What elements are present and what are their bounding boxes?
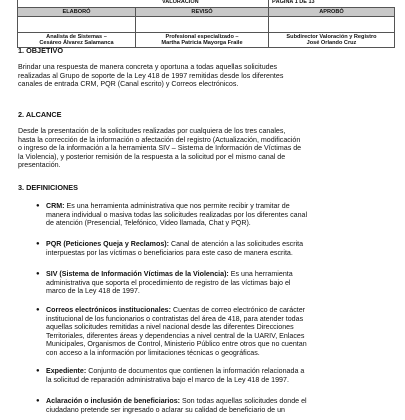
bullet-icon: ● <box>36 271 40 277</box>
definition-item-expediente: ● Expediente: Conjunto de documentos que contienen la información relacionada a la solicitud de reparación administrativa bajo el marco de la Ley 418 de 1997. <box>36 367 305 384</box>
header-title: VALORACIÓN <box>162 0 199 5</box>
reviso-signature-cell <box>136 17 269 33</box>
definition-item-correos: ● Correos electrónicos institucionales: Cuentas de correo electrónico de carácter institucional de los funcionarios o contratistas del área de 418, para atender todas aquellas solicitudes remitidas a nivel nacional desde las diferentes Direcciones Territoriales, diferentes áreas y dependencias a nivel central de la UARIV, Enlaces Municipales, Organismos de Control, Ministerio Público entre otros que no cuentan con acceso a la información por limitaciones técnicas o geográficas. <box>36 306 307 357</box>
aprobo-label: APROBÓ <box>269 8 395 17</box>
bullet-icon: ● <box>36 203 40 209</box>
elaboro-label: ELABORÓ <box>18 8 136 17</box>
aprobo-signature-cell <box>269 17 395 33</box>
approval-table <box>17 7 395 48</box>
definition-item-crm: ● CRM: Es una herramienta administrativa que nos permite recibir y tramitar de manera individual o masiva todas las solicitudes realizadas por los diferentes canal de atención (Presencial, Telefónico, Video llamada, Chat y PQR). <box>36 202 308 227</box>
reviso-label: REVISÓ <box>136 8 269 17</box>
definition-item-siv: ● SIV (Sistema de Información Víctimas de la Violencia): Es una herramienta administrativa que soporta el procedimiento de registro de las víctimas bajo el marco de la Ley 418 de 1997. <box>36 270 293 295</box>
elaboro-signature-cell <box>18 17 136 33</box>
bullet-icon: ● <box>36 241 40 247</box>
section-title-alcance: 2. ALCANCE <box>18 110 62 119</box>
bullet-icon: ● <box>36 398 40 404</box>
definition-item-pqr: ● PQR (Peticiones Queja y Reclamos): Canal de atención a las solicitudes escrita interpuestas por las víctimas o beneficiarios para este caso de manera escrita. <box>36 240 304 257</box>
aprobo-name: Subdirector Valoración y Registro José Orlando Cruz <box>269 33 395 48</box>
elaboro-name: Analista de Sistemas – Cesáreo Álvarez Salamanca <box>18 33 136 48</box>
bullet-icon: ● <box>36 368 40 374</box>
section-title-objetivo: 1. OBJETIVO <box>18 46 64 55</box>
section-title-definiciones: 3. DEFINICIONES <box>18 183 79 192</box>
definition-item-aclaracion: ● Aclaración o inclusión de beneficiarios: Son todas aquellas solicitudes donde el ciudadano pretende ser ingresado o aclarar su calidad de beneficiario de un <box>36 397 307 414</box>
page-number: PÁGINA 1 DE 13 <box>272 0 315 5</box>
alcance-paragraph: Desde la presentación de la solicitudes realizadas por cualquiera de los tres canales, hasta la corrección de la información o afectación del registro (Actualización, modificación o ingreso de la información a la herramienta SIV – Sistema de Información de Víctimas de la Violencia), y posterior remisión de la respuesta a la solicitud por el mismo canal de presentación. <box>18 127 302 169</box>
reviso-name: Profesional especializado – Martha Patricia Mayorga Fraile <box>136 33 269 48</box>
bullet-icon: ● <box>36 307 40 313</box>
header-top-row <box>17 0 395 7</box>
objetivo-paragraph: Brindar una respuesta de manera concreta y oportuna a todas aquellas solicitudes realizadas al Grupo de soporte de la Ley 418 de 1997 remitidas desde los diferentes canales de entrada CRM, PQR (Canal escrito) y Correos electrónicos. <box>18 63 284 88</box>
